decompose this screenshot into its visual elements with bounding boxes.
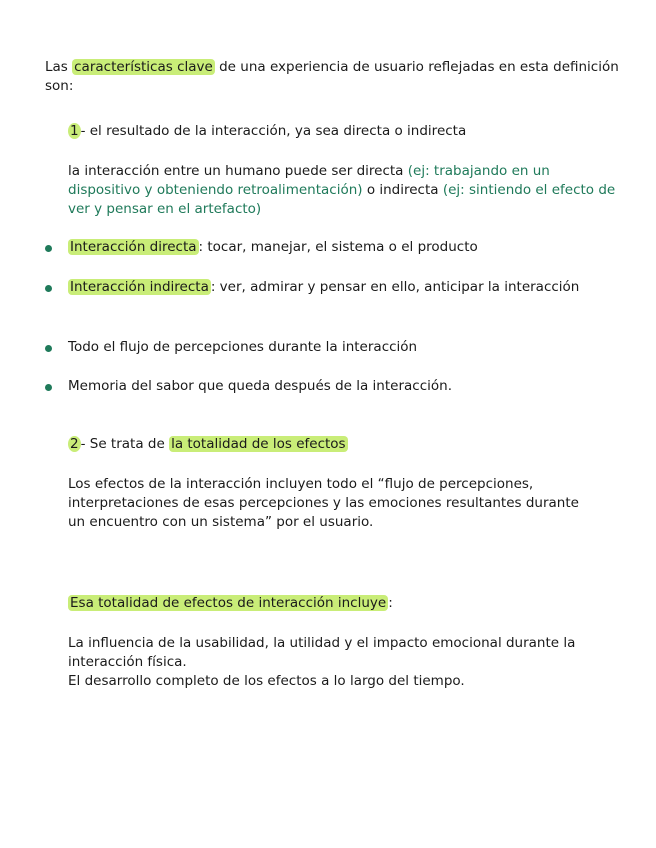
list-item-text [68,338,613,357]
list-item-body: : tocar, manejar, el sistema o el producto [198,239,478,255]
list-item-text [68,377,613,396]
list-item-text [68,238,613,257]
section3-heading-highlight: Esa totalidad de efectos de interacción incluye [70,595,387,611]
bullet-dot-icon [45,285,52,292]
list-item-body: Memoria del sabor que queda después de la interacción. [68,378,452,394]
list-item-body: Todo el flujo de percepciones durante la interacción [68,339,418,355]
bullet-dot-icon [45,245,52,252]
bullet-dot-icon [45,345,52,352]
section1-number: 1 [70,123,79,139]
section2-title-highlight: la totalidad de los efectos [171,436,346,452]
intro-paragraph [45,58,630,96]
section1-para-lead: la interacción entre un humano puede ser directa [68,163,408,179]
list-item-highlight: Interacción indirecta [70,279,209,295]
bullet-dot-icon [45,384,52,391]
section3-line1: La influencia de la usabilidad, la utilidad y el impacto emocional durante la interacción física. [68,635,576,670]
list-item-body: : ver, admirar y pensar en ello, anticipar la interacción [210,279,580,295]
intro-highlight: características clave [74,59,213,75]
section2-paragraph [68,475,588,532]
section1-para-example2: (ej: sintiendo el efecto de ver y pensar en el artefacto) [68,182,616,217]
section2-para: Los efectos de la interacción incluyen todo el “flujo de percepciones, interpretaciones de esas percepciones y las emociones resultantes durante un encuentro con un sistema” por el usuario. [68,476,579,530]
intro-lead: Las [45,59,73,75]
section2-heading [68,435,628,454]
section1-paragraph [68,162,618,219]
section1-para-example1: (ej: trabajando en un dispositivo y obteniendo retroalimentación) [68,163,550,198]
section1-heading [68,122,628,141]
section1-title: - el resultado de la interacción, ya sea directa o indirecta [80,123,467,139]
section3-heading-colon: : [388,595,393,611]
list-item-text [68,278,613,297]
section2-title-lead: - Se trata de [80,436,170,452]
section2-number: 2 [70,436,79,452]
section3-heading [68,594,628,613]
intro-rest: de una experiencia de usuario reflejadas en esta definición son: [45,59,619,94]
section1-para-mid: o indirecta [362,182,443,198]
section3-line2: El desarrollo completo de los efectos a lo largo del tiempo. [68,673,465,689]
section3-paragraph [68,634,598,691]
list-item-highlight: Interacción directa [70,239,197,255]
